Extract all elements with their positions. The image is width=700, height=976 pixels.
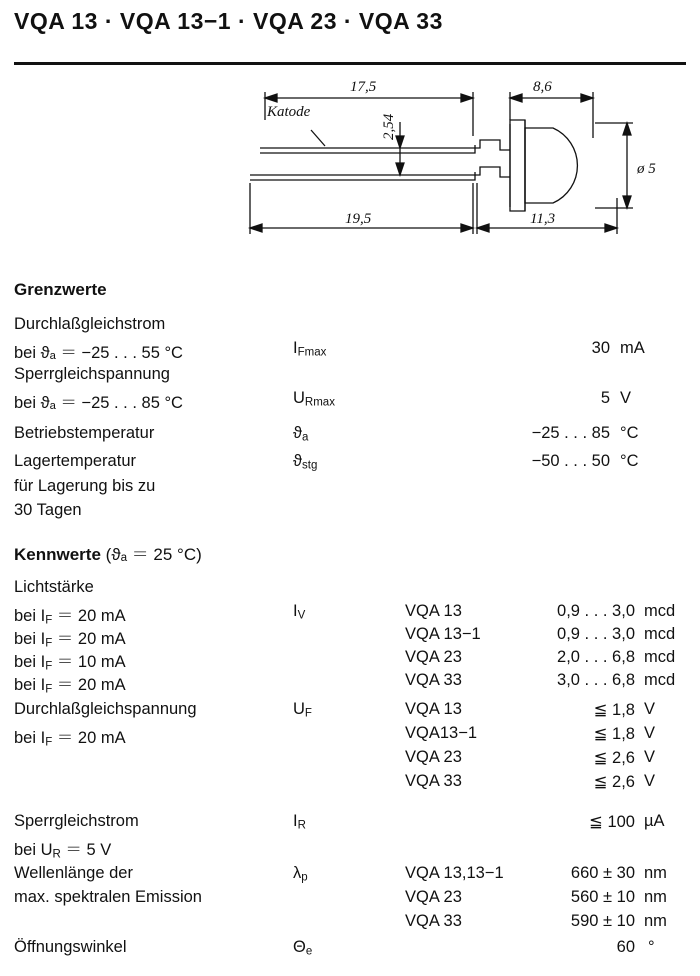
char-type-iv-2: VQA 13−1 (405, 625, 481, 643)
char-value-uf-3: ≦ 2,6 (593, 749, 635, 767)
char-type-iv-4: VQA 33 (405, 671, 462, 689)
char-value-wavelength-1: 660 ± 30 (570, 864, 635, 882)
char-unit-wavelength-2: nm (644, 888, 667, 906)
dim-lead-lower-length: 19,5 (345, 211, 372, 227)
dim-diameter: ø 5 (637, 161, 656, 177)
char-type-uf-1: VQA 13 (405, 700, 462, 718)
char-cond-iv-4: bei $I_F = 20$ mA (14, 676, 126, 696)
limit-note-storage-line3: 30 Tagen (14, 501, 82, 519)
limit-symbol-if-max: $I_{Fmax}$ (293, 339, 327, 359)
cathode-label: Katode (267, 104, 311, 120)
char-type-wavelength-3: VQA 33 (405, 912, 462, 930)
drawing-svg (225, 78, 675, 253)
char-type-wavelength-1: VQA 13,13−1 (405, 864, 504, 882)
limit-label-forward-current: Durchlaßgleichstrom (14, 315, 166, 333)
char-unit-wavelength-1: nm (644, 864, 667, 882)
char-unit-uf-2: V (644, 724, 656, 742)
limit-value-if-max: 30 (591, 339, 610, 357)
char-cond-ir: bei $U_R = 5$ V (14, 841, 112, 861)
section-heading-limits: Grenzwerte (14, 280, 107, 299)
limit-symbol-storage-temp: $ϑ_{stg}$ (293, 452, 318, 472)
char-unit-ir: µA (644, 812, 665, 830)
char-unit-iv-1: mcd (644, 602, 676, 620)
dim-body-total: 11,3 (530, 211, 556, 227)
char-type-uf-4: VQA 33 (405, 772, 462, 790)
limit-label-operating-temp: Betriebstemperatur (14, 424, 155, 442)
char-value-ir: ≦ 100 (589, 813, 635, 831)
title-divider (14, 62, 686, 65)
char-unit-uf-3: V (644, 748, 656, 766)
char-label-viewing-angle: Öffnungswinkel (14, 938, 127, 956)
char-type-iv-1: VQA 13 (405, 602, 462, 620)
char-label-wavelength-line2: max. spektralen Emission (14, 888, 202, 906)
char-symbol-ir: $I_R$ (293, 812, 306, 832)
limit-value-ur-max: 5 (600, 389, 610, 407)
limit-value-operating-temp: −25 . . . 85 (531, 424, 610, 442)
limit-unit-ur-max: V (620, 389, 632, 407)
char-label-wavelength: Wellenlänge der (14, 864, 133, 882)
char-unit-uf-4: V (644, 772, 656, 790)
limit-label-storage-temp: Lagertemperatur (14, 452, 136, 470)
char-cond-iv-2: bei $I_F = 20$ mA (14, 630, 126, 650)
limit-note-storage-line2: für Lagerung bis zu (14, 477, 156, 495)
char-symbol-theta-e: $\Theta_e$ (293, 938, 313, 958)
char-unit-iv-2: mcd (644, 625, 676, 643)
limit-label-reverse-voltage: Sperrgleichspannung (14, 365, 170, 383)
char-value-iv-2: 0,9 . . . 3,0 (557, 625, 635, 643)
char-label-reverse-current: Sperrgleichstrom (14, 812, 139, 830)
char-value-iv-1: 0,9 . . . 3,0 (557, 602, 635, 620)
limit-unit-if-max: mA (620, 339, 645, 357)
char-unit-viewing-angle: ° (648, 938, 655, 956)
char-value-uf-4: ≦ 2,6 (593, 773, 635, 791)
char-value-wavelength-2: 560 ± 10 (570, 888, 635, 906)
section-heading-characteristics: Kennwerte (ϑₐ ＝ 25 °C) (14, 545, 202, 564)
char-symbol-uf: $U_F$ (293, 700, 312, 720)
dim-body-length: 8,6 (533, 79, 552, 95)
char-value-wavelength-3: 590 ± 10 (570, 912, 635, 930)
limit-unit-storage-temp: °C (620, 452, 639, 470)
char-value-uf-2: ≦ 1,8 (593, 725, 635, 743)
dim-lead-upper-length: 17,5 (350, 79, 377, 95)
char-symbol-iv: $I_V$ (293, 602, 306, 622)
char-cond-iv-1: bei $I_F = 20$ mA (14, 607, 126, 627)
characteristics-condition: (ϑₐ ＝ 25 °C) (105, 545, 202, 564)
char-value-viewing-angle: 60 (616, 938, 635, 956)
limit-unit-operating-temp: °C (620, 424, 639, 442)
limit-symbol-operating-temp: $ϑ_a$ (293, 424, 309, 444)
limit-value-storage-temp: −50 . . . 50 (531, 452, 610, 470)
char-cond-uf: bei $I_F = 20$ mA (14, 729, 126, 749)
char-unit-iv-3: mcd (644, 648, 676, 666)
limit-cond-reverse-voltage: bei ϑₐ ＝ −25 . . . 85 °C (14, 394, 183, 412)
char-cond-iv-3: bei $I_F = 10$ mA (14, 653, 126, 673)
char-unit-wavelength-3: nm (644, 912, 667, 930)
dim-lead-spacing: 2,54 (381, 113, 397, 140)
char-type-wavelength-2: VQA 23 (405, 888, 462, 906)
char-type-uf-2: VQA13−1 (405, 724, 478, 742)
char-symbol-lambda-p: $\lambda_p$ (293, 864, 308, 884)
limit-symbol-ur-max: $U_{Rmax}$ (293, 389, 335, 409)
limit-cond-forward-current: bei ϑₐ ＝ −25 . . . 55 °C (14, 344, 183, 362)
page-title: VQA 13 · VQA 13−1 · VQA 23 · VQA 33 (14, 8, 443, 34)
char-label-luminous-intensity: Lichtstärke (14, 578, 94, 596)
char-unit-uf-1: V (644, 700, 656, 718)
char-type-iv-3: VQA 23 (405, 648, 462, 666)
char-label-forward-voltage: Durchlaßgleichspannung (14, 700, 197, 718)
char-value-iv-4: 3,0 . . . 6,8 (557, 671, 635, 689)
char-type-uf-3: VQA 23 (405, 748, 462, 766)
led-outline-drawing (225, 78, 675, 253)
char-unit-iv-4: mcd (644, 671, 676, 689)
char-value-iv-3: 2,0 . . . 6,8 (557, 648, 635, 666)
char-value-uf-1: ≦ 1,8 (593, 701, 635, 719)
